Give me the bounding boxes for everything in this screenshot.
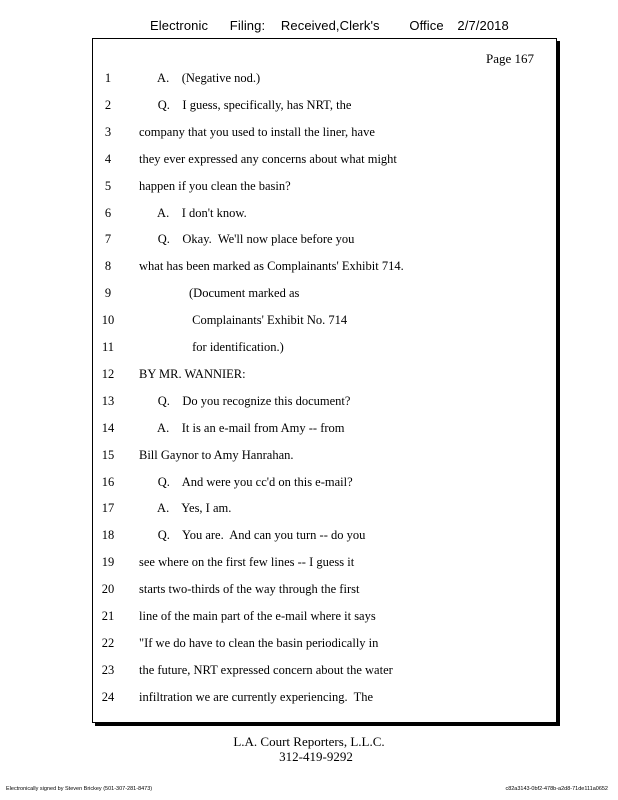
line-text: "If we do have to clean the basin periodically in [139, 635, 379, 650]
transcript-line [93, 179, 556, 199]
transcript-line [93, 125, 556, 145]
line-number: 2 [104, 97, 112, 112]
line-number: 21 [101, 609, 115, 623]
transcript-line [93, 394, 556, 414]
line-text: Q. You are. And can you turn -- do you [139, 528, 366, 543]
header-office: Office [409, 18, 444, 33]
page-number: Page 167 [485, 51, 534, 66]
transcript-line [93, 71, 556, 91]
line-number: 13 [101, 393, 115, 408]
line-number: 6 [104, 205, 112, 220]
line-text: infiltration we are currently experiencing. The [139, 689, 374, 704]
line-number: 3 [104, 124, 112, 139]
header-date: 2/7/2018 [457, 18, 509, 33]
reporter-company: L.A. Court Reporters, L.L.C. [233, 734, 385, 749]
transcript-line [93, 663, 556, 683]
reporter-footer [0, 734, 618, 764]
line-number: 5 [104, 178, 112, 193]
line-text: Q. Do you recognize this document? [139, 393, 351, 408]
transcript-page [92, 38, 557, 723]
line-number: 12 [101, 366, 115, 381]
transcript-line [93, 448, 556, 468]
transcript-line [93, 286, 556, 306]
transcript-line [93, 501, 556, 521]
transcript-line [93, 636, 556, 656]
line-text: starts two-thirds of the way through the first [139, 582, 360, 597]
line-number: 7 [104, 232, 112, 247]
header-filing: Filing: [229, 18, 266, 33]
line-number: 11 [101, 340, 115, 354]
line-text: A. (Negative nod.) [139, 71, 261, 85]
transcript-line [93, 528, 556, 548]
line-text: see where on the first few lines -- I guess it [139, 555, 355, 570]
line-number: 22 [101, 635, 115, 650]
transcript-line [93, 313, 556, 333]
transcript-line [93, 232, 556, 252]
line-text: A. Yes, I am. [139, 501, 232, 516]
line-text: A. It is an e-mail from Amy -- from [139, 420, 345, 435]
transcript-line [93, 475, 556, 495]
transcript-line [93, 152, 556, 172]
transcript-line [93, 609, 556, 629]
line-text: A. I don't know. [139, 205, 247, 220]
header-received: Received,Clerk's [280, 18, 380, 33]
line-number: 15 [101, 447, 115, 462]
line-number: 1 [104, 71, 112, 85]
line-number: 16 [101, 474, 115, 489]
header-electronic: Electronic [150, 18, 209, 33]
line-text: the future, NRT expressed concern about the water [139, 662, 393, 677]
line-text: company that you used to install the liner, have [139, 124, 375, 139]
line-text: they ever expressed any concerns about what might [139, 151, 397, 166]
transcript-line [93, 367, 556, 387]
transcript-line [93, 555, 556, 575]
transcript-line [93, 259, 556, 279]
line-number: 23 [101, 662, 115, 677]
line-text: Q. Okay. We'll now place before you [139, 232, 355, 247]
line-text: (Document marked as [139, 286, 300, 301]
line-text: Q. I guess, specifically, has NRT, the [139, 97, 352, 112]
line-text: BY MR. WANNIER: [139, 366, 246, 381]
line-number: 19 [101, 555, 115, 570]
line-text: Q. And were you cc'd on this e-mail? [139, 474, 353, 489]
transcript-line [93, 98, 556, 118]
line-text: Bill Gaynor to Amy Hanrahan. [139, 447, 294, 462]
line-text: Complainants' Exhibit No. 714 [139, 313, 348, 328]
line-number: 4 [104, 151, 112, 166]
line-number: 20 [101, 582, 115, 597]
filing-header [150, 18, 509, 33]
transcript-line [93, 582, 556, 602]
electronic-signature: Electronically signed by Steven Brickey (501-307-281-8473) [6, 786, 153, 792]
line-number: 9 [104, 286, 112, 301]
line-number: 8 [104, 259, 112, 274]
transcript-line [93, 206, 556, 226]
document-hash: c82a3143-0bf2-478b-a2d8-71de111a0652 [505, 786, 608, 792]
transcript-line [93, 340, 556, 360]
line-number: 14 [101, 420, 115, 435]
line-number: 18 [101, 528, 115, 543]
line-number: 10 [101, 313, 115, 328]
line-text: line of the main part of the e-mail where it says [139, 609, 376, 623]
transcript-line [93, 421, 556, 441]
line-text: happen if you clean the basin? [139, 178, 291, 193]
line-text: what has been marked as Complainants' Exhibit 714. [139, 259, 404, 274]
line-number: 24 [101, 689, 115, 704]
reporter-phone: 312-419-9292 [279, 749, 353, 764]
line-number: 17 [101, 501, 115, 516]
transcript-line [93, 690, 556, 710]
line-text: for identification.) [139, 340, 284, 354]
